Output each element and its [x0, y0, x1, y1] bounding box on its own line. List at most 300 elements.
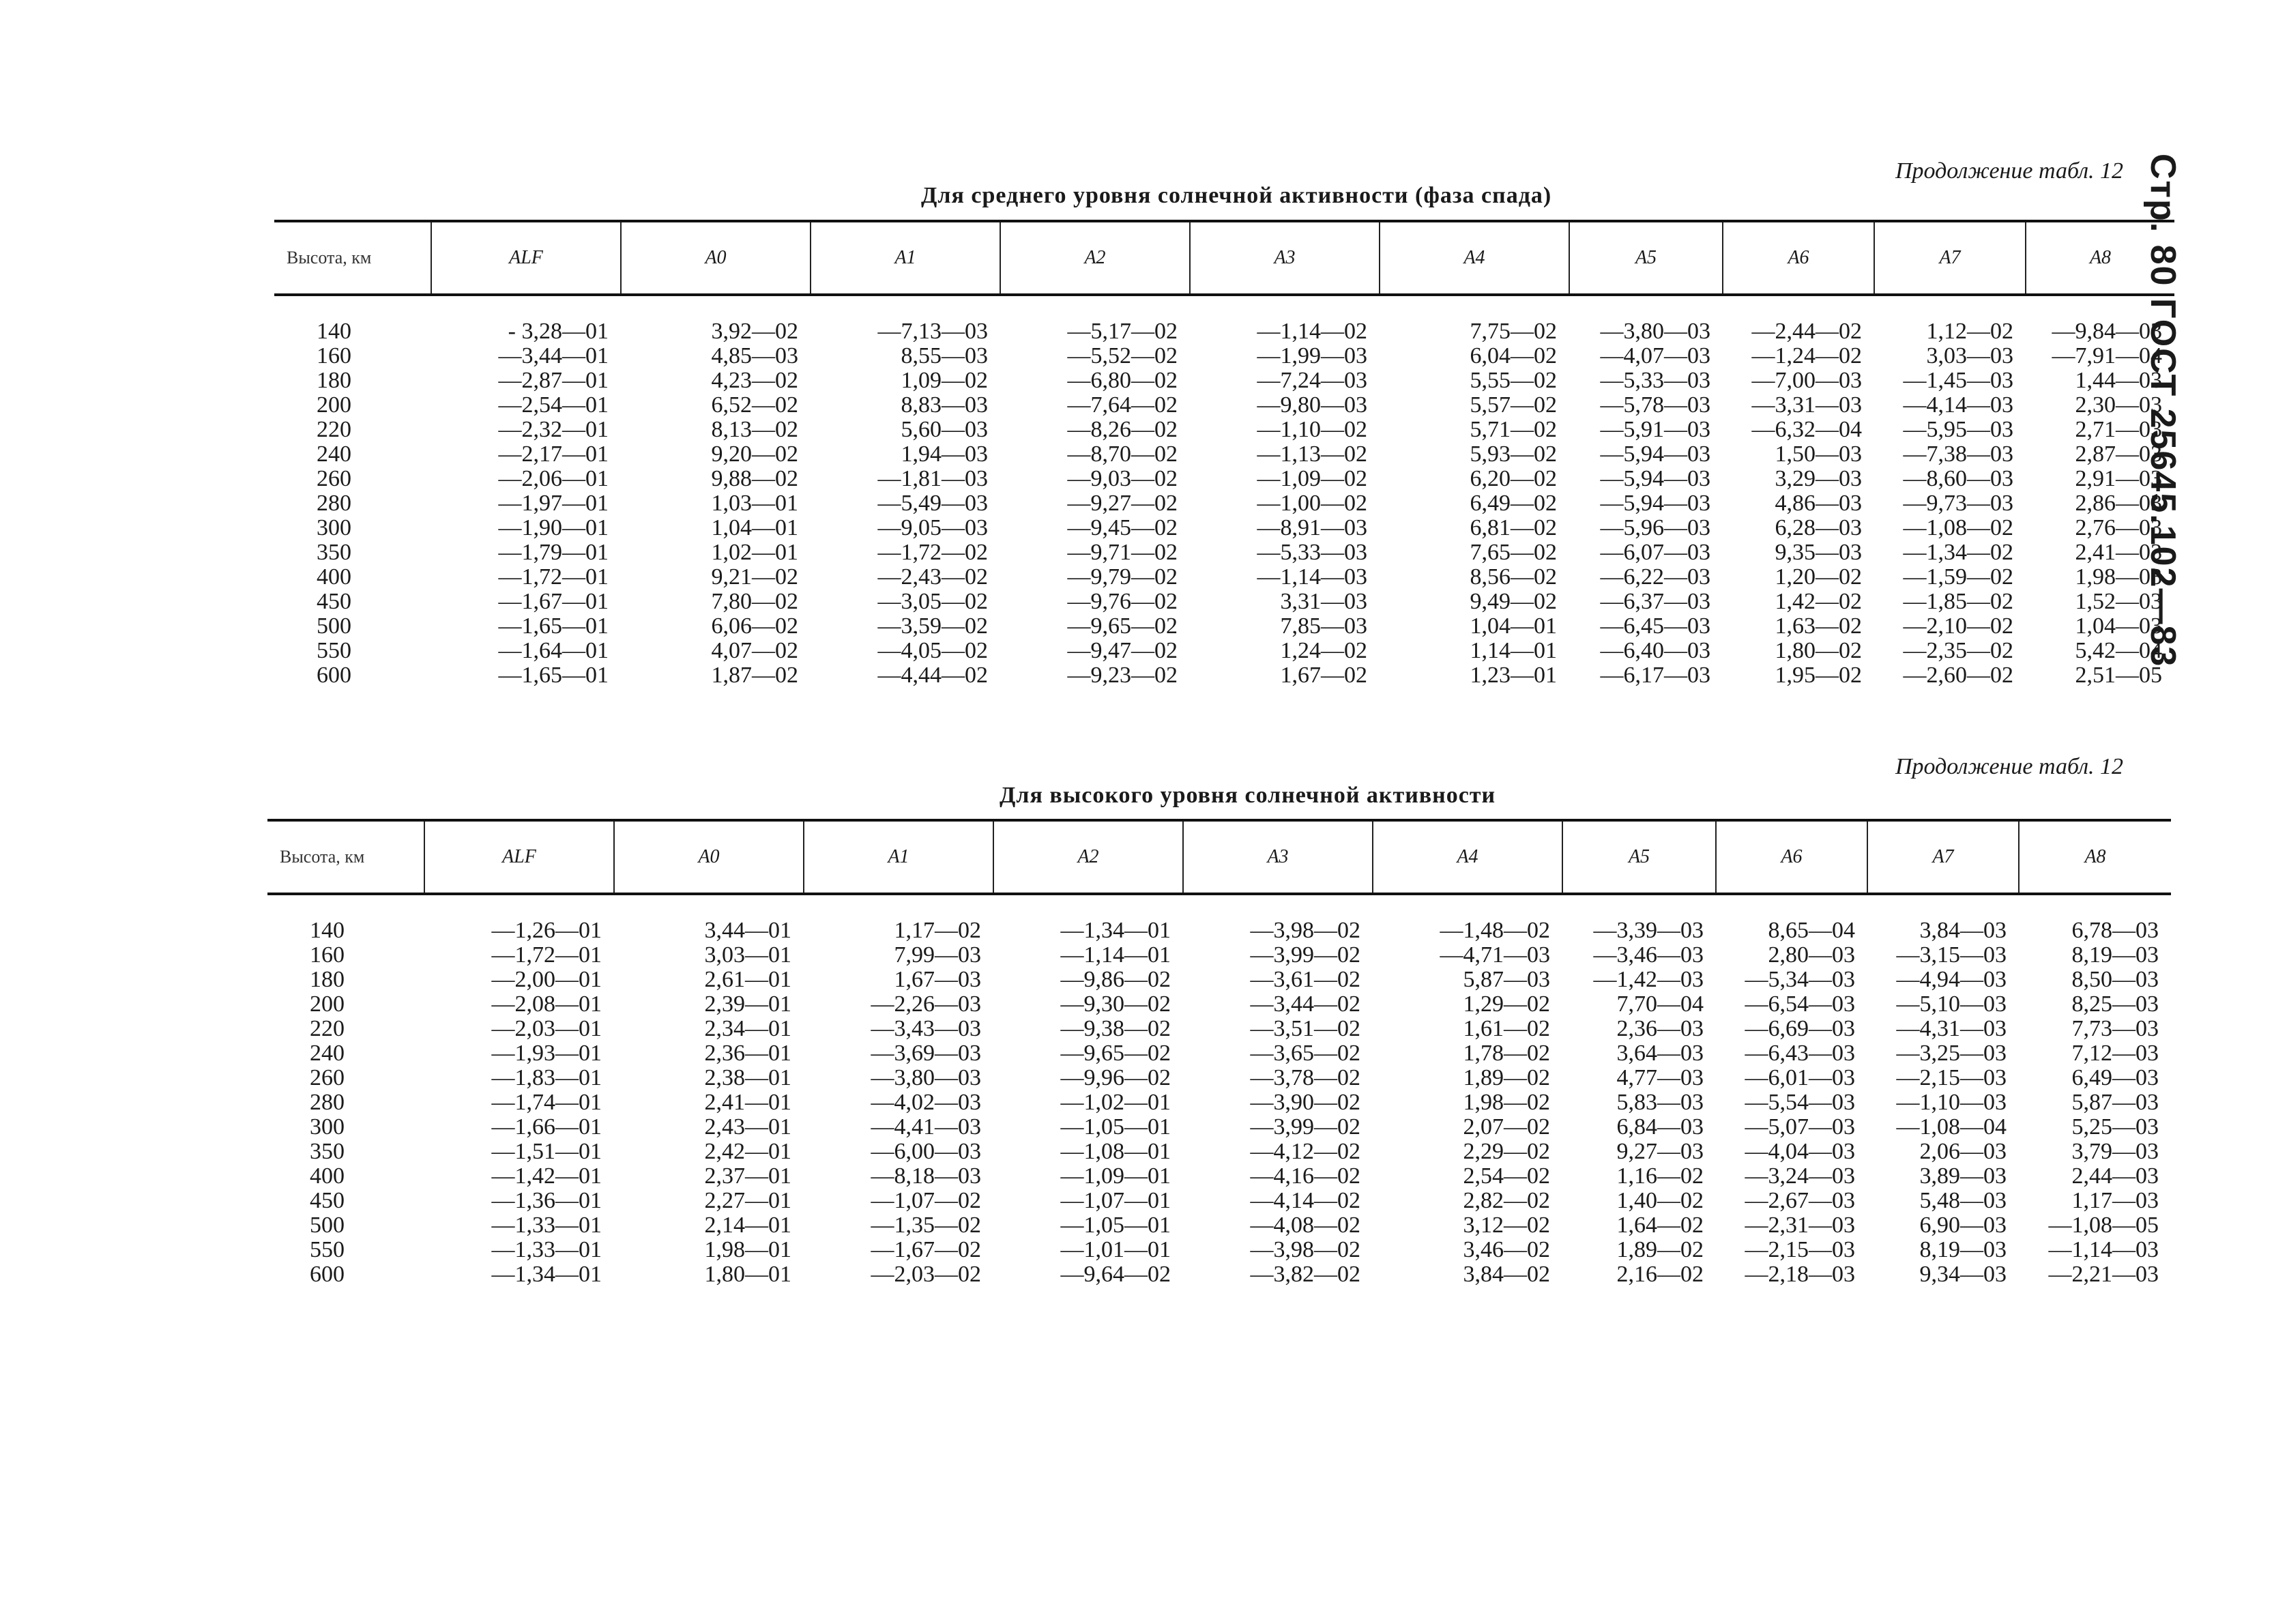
height-cell: 350 [310, 1139, 345, 1164]
table-row [267, 968, 2171, 992]
value-cell: —2,54—01 [498, 392, 609, 418]
value-cell: 2,42—01 [704, 1139, 791, 1164]
value-cell: 1,20—02 [1775, 564, 1862, 590]
value-cell: —5,49—03 [877, 491, 988, 516]
column-header: A7 [1867, 820, 2019, 894]
table-row [274, 590, 2174, 614]
value-cell: —2,43—02 [877, 564, 988, 590]
value-cell: —1,14—02 [1257, 319, 1367, 344]
value-cell: —1,42—01 [491, 1163, 602, 1189]
table-row [267, 1238, 2171, 1262]
table-row [274, 393, 2174, 418]
column-header: ALF [431, 221, 621, 295]
value-cell: 2,43—01 [704, 1114, 791, 1140]
value-cell: 1,89—02 [1463, 1065, 1550, 1090]
value-cell: 3,79—03 [2071, 1139, 2159, 1164]
value-cell: —2,06—01 [498, 466, 609, 491]
value-cell: 1,02—01 [711, 540, 798, 565]
value-cell: —5,94—03 [1600, 491, 1710, 516]
value-cell: —4,14—03 [1903, 392, 2013, 418]
value-cell: —6,69—03 [1745, 1016, 1855, 1041]
value-cell: 7,65—02 [1470, 540, 1557, 565]
value-cell: —3,51—02 [1250, 1016, 1360, 1041]
value-cell: —3,15—03 [1896, 942, 2007, 968]
value-cell: —1,67—01 [498, 589, 609, 614]
value-cell: —9,30—02 [1060, 991, 1171, 1017]
value-cell: —2,21—03 [2048, 1262, 2159, 1287]
table-row [274, 663, 2174, 688]
column-header: A4 [1373, 820, 1562, 894]
value-cell: 2,39—01 [704, 991, 791, 1017]
value-cell: 1,04—03 [2075, 613, 2162, 639]
value-cell: —9,80—03 [1257, 392, 1367, 418]
height-cell: 160 [310, 942, 345, 968]
value-cell: —1,64—01 [498, 638, 609, 663]
table-row [274, 442, 2174, 467]
value-cell: 5,87—03 [2071, 1090, 2159, 1115]
column-header: A4 [1380, 221, 1569, 295]
value-cell: —1,34—02 [1903, 540, 2013, 565]
value-cell: 7,73—03 [2071, 1016, 2159, 1041]
value-cell: —6,22—03 [1600, 564, 1710, 590]
height-cell: 550 [310, 1237, 345, 1262]
value-cell: 2,86—03 [2075, 491, 2162, 516]
value-cell: 8,55—03 [901, 343, 988, 368]
value-cell: —9,84—03 [2052, 319, 2162, 344]
value-cell: 6,81—02 [1470, 515, 1557, 540]
value-cell: —3,39—03 [1593, 918, 1704, 943]
column-header: A3 [1190, 221, 1380, 295]
value-cell: 8,65—04 [1768, 918, 1855, 943]
value-cell: 3,84—03 [1919, 918, 2007, 943]
value-cell: 8,83—03 [901, 392, 988, 418]
value-cell: 3,64—03 [1616, 1041, 1704, 1066]
value-cell: —1,79—01 [498, 540, 609, 565]
value-cell: —6,54—03 [1745, 991, 1855, 1017]
value-cell: —3,65—02 [1250, 1041, 1360, 1066]
value-cell: —1,90—01 [498, 515, 609, 540]
value-cell: —5,96—03 [1600, 515, 1710, 540]
value-cell: 2,06—03 [1919, 1139, 2007, 1164]
value-cell: 2,71—03 [2075, 417, 2162, 442]
value-cell: —8,70—02 [1067, 441, 1178, 467]
height-cell: 600 [310, 1262, 345, 1287]
value-cell: —6,07—03 [1600, 540, 1710, 565]
table-row [267, 1090, 2171, 1115]
value-cell: —9,05—03 [877, 515, 988, 540]
value-cell: 1,98—01 [704, 1237, 791, 1262]
table-row [267, 1140, 2171, 1164]
height-cell: 140 [310, 918, 345, 943]
value-cell: 1,29—02 [1463, 991, 1550, 1017]
value-cell: —2,67—03 [1745, 1188, 1855, 1213]
table-row [267, 1262, 2171, 1287]
value-cell: —1,51—01 [491, 1139, 602, 1164]
value-cell: —3,46—03 [1593, 942, 1704, 968]
value-cell: —1,08—02 [1903, 515, 2013, 540]
value-cell: —3,44—01 [498, 343, 609, 368]
value-cell: —5,17—02 [1067, 319, 1178, 344]
value-cell: —6,37—03 [1600, 589, 1710, 614]
value-cell: —1,05—01 [1060, 1213, 1171, 1238]
value-cell: 2,44—03 [2071, 1163, 2159, 1189]
column-header: A6 [1716, 820, 1867, 894]
value-cell: —1,93—01 [491, 1041, 602, 1066]
value-cell: —3,99—02 [1250, 942, 1360, 968]
value-cell: —3,05—02 [877, 589, 988, 614]
value-cell: —1,10—02 [1257, 417, 1367, 442]
value-cell: —4,71—03 [1440, 942, 1550, 968]
value-cell: 1,03—01 [711, 491, 798, 516]
column-header: A3 [1183, 820, 1373, 894]
value-cell: 3,92—02 [711, 319, 798, 344]
column-header: A2 [993, 820, 1183, 894]
height-cell: 280 [317, 491, 351, 516]
value-cell: —8,26—02 [1067, 417, 1178, 442]
value-cell: 4,85—03 [711, 343, 798, 368]
value-cell: 1,78—02 [1463, 1041, 1550, 1066]
value-cell: 4,07—02 [711, 638, 798, 663]
height-cell: 220 [317, 417, 351, 442]
value-cell: —3,98—02 [1250, 918, 1360, 943]
value-cell: —6,43—03 [1745, 1041, 1855, 1066]
page-header: Стр. 80 ГОСТ 25645.102—83 [2143, 154, 2183, 668]
value-cell: 2,54—02 [1463, 1163, 1550, 1189]
value-cell: —1,35—02 [871, 1213, 981, 1238]
table-row [267, 1066, 2171, 1090]
value-cell: 6,28—03 [1775, 515, 1862, 540]
column-header: A6 [1723, 221, 1874, 295]
value-cell: 8,50—03 [2071, 967, 2159, 992]
value-cell: —1,10—03 [1896, 1090, 2007, 1115]
height-cell: 550 [317, 638, 351, 663]
value-cell: 1,40—02 [1616, 1188, 1704, 1213]
table-header-row [274, 221, 2174, 295]
value-cell: 2,14—01 [704, 1213, 791, 1238]
value-cell: —1,72—01 [491, 942, 602, 968]
column-header: A0 [621, 221, 811, 295]
value-cell: - 3,28—01 [508, 319, 609, 344]
height-cell: 240 [317, 441, 351, 467]
table-row [267, 1115, 2171, 1140]
value-cell: —1,34—01 [491, 1262, 602, 1287]
table-row [274, 491, 2174, 516]
height-cell: 450 [317, 589, 351, 614]
value-cell: —3,82—02 [1250, 1262, 1360, 1287]
value-cell: —9,64—02 [1060, 1262, 1171, 1287]
value-cell: 1,98—03 [2075, 564, 2162, 590]
value-cell: —1,14—01 [1060, 942, 1171, 968]
value-cell: 8,13—02 [711, 417, 798, 442]
value-cell: —2,15—03 [1896, 1065, 2007, 1090]
value-cell: 6,78—03 [2071, 918, 2159, 943]
value-cell: —9,27—02 [1067, 491, 1178, 516]
value-cell: —5,52—02 [1067, 343, 1178, 368]
value-cell: —8,60—03 [1903, 466, 2013, 491]
value-cell: —9,65—02 [1060, 1041, 1171, 1066]
value-cell: —4,31—03 [1896, 1016, 2007, 1041]
value-cell: —5,95—03 [1903, 417, 2013, 442]
value-cell: 1,24—02 [1280, 638, 1367, 663]
value-cell: —1,59—02 [1903, 564, 2013, 590]
value-cell: —7,00—03 [1751, 368, 1862, 393]
value-cell: 7,99—03 [894, 942, 981, 968]
value-cell: 1,52—03 [2075, 589, 2162, 614]
value-cell: —7,64—02 [1067, 392, 1178, 418]
value-cell: —2,26—03 [871, 991, 981, 1017]
table-row [267, 894, 2171, 943]
value-cell: —1,05—01 [1060, 1114, 1171, 1140]
value-cell: 2,34—01 [704, 1016, 791, 1041]
value-cell: —9,96—02 [1060, 1065, 1171, 1090]
value-cell: —4,41—03 [871, 1114, 981, 1140]
table-row [274, 295, 2174, 344]
table-body [267, 894, 2171, 1287]
value-cell: 6,84—03 [1616, 1114, 1704, 1140]
column-header: ALF [424, 820, 614, 894]
value-cell: 8,56—02 [1470, 564, 1557, 590]
column-header: A8 [2019, 820, 2171, 894]
value-cell: 1,12—02 [1926, 319, 2013, 344]
value-cell: —1,07—02 [871, 1188, 981, 1213]
value-cell: —2,17—01 [498, 441, 609, 467]
value-cell: —1,34—01 [1060, 918, 1171, 943]
column-header: A1 [811, 221, 1000, 295]
value-cell: —3,99—02 [1250, 1114, 1360, 1140]
value-cell: 9,35—03 [1775, 540, 1862, 565]
value-cell: 3,46—02 [1463, 1237, 1550, 1262]
value-cell: 3,89—03 [1919, 1163, 2007, 1189]
height-cell: 180 [317, 368, 351, 393]
value-cell: 2,36—01 [704, 1041, 791, 1066]
value-cell: —2,44—02 [1751, 319, 1862, 344]
value-cell: —7,38—03 [1903, 441, 2013, 467]
value-cell: 1,87—02 [711, 663, 798, 688]
table-row [267, 1041, 2171, 1066]
height-cell: 160 [317, 343, 351, 368]
value-cell: 3,03—01 [704, 942, 791, 968]
value-cell: 5,83—03 [1616, 1090, 1704, 1115]
value-cell: —7,13—03 [877, 319, 988, 344]
value-cell: —1,99—03 [1257, 343, 1367, 368]
value-cell: —3,90—02 [1250, 1090, 1360, 1115]
value-cell: 1,17—02 [894, 918, 981, 943]
height-cell: 350 [317, 540, 351, 565]
value-cell: —6,32—04 [1751, 417, 1862, 442]
value-cell: —2,31—03 [1745, 1213, 1855, 1238]
value-cell: —4,14—02 [1250, 1188, 1360, 1213]
column-header: A7 [1874, 221, 2026, 295]
value-cell: —5,78—03 [1600, 392, 1710, 418]
height-cell: 280 [310, 1090, 345, 1115]
value-cell: 1,94—03 [901, 441, 988, 467]
value-cell: 8,19—03 [2071, 942, 2159, 968]
value-cell: 2,87—03 [2075, 441, 2162, 467]
value-cell: —3,78—02 [1250, 1065, 1360, 1090]
value-cell: —9,45—02 [1067, 515, 1178, 540]
value-cell: —2,60—02 [1903, 663, 2013, 688]
height-cell: 600 [317, 663, 351, 688]
value-cell: 8,19—03 [1919, 1237, 2007, 1262]
value-cell: 8,25—03 [2071, 991, 2159, 1017]
height-cell: 400 [310, 1163, 345, 1189]
value-cell: —1,14—03 [1257, 564, 1367, 590]
value-cell: 1,95—02 [1775, 663, 1862, 688]
value-cell: —4,44—02 [877, 663, 988, 688]
value-cell: —1,42—03 [1593, 967, 1704, 992]
value-cell: 2,30—03 [2075, 392, 2162, 418]
value-cell: —1,74—01 [491, 1090, 602, 1115]
value-cell: —2,03—02 [871, 1262, 981, 1287]
value-cell: 9,34—03 [1919, 1262, 2007, 1287]
value-cell: —3,43—03 [871, 1016, 981, 1041]
value-cell: 3,29—03 [1775, 466, 1862, 491]
value-cell: 1,80—01 [704, 1262, 791, 1287]
value-cell: 9,20—02 [711, 441, 798, 467]
value-cell: —1,81—03 [877, 466, 988, 491]
value-cell: 3,12—02 [1463, 1213, 1550, 1238]
value-cell: —6,17—03 [1600, 663, 1710, 688]
value-cell: 1,50—03 [1775, 441, 1862, 467]
value-cell: 3,03—03 [1926, 343, 2013, 368]
table-row [274, 516, 2174, 540]
value-cell: 2,41—03 [2075, 540, 2162, 565]
value-cell: —1,33—01 [491, 1213, 602, 1238]
height-cell: 300 [317, 515, 351, 540]
table-row [267, 1189, 2171, 1213]
height-cell: 260 [317, 466, 351, 491]
value-cell: —3,31—03 [1751, 392, 1862, 418]
value-cell: —1,67—02 [871, 1237, 981, 1262]
value-cell: 2,07—02 [1463, 1114, 1550, 1140]
value-cell: —1,45—03 [1903, 368, 2013, 393]
value-cell: 7,85—03 [1280, 613, 1367, 639]
value-cell: —7,91—04 [2052, 343, 2162, 368]
value-cell: 1,89—02 [1616, 1237, 1704, 1262]
value-cell: 2,38—01 [704, 1065, 791, 1090]
value-cell: 1,64—02 [1616, 1213, 1704, 1238]
value-cell: —5,10—03 [1896, 991, 2007, 1017]
value-cell: 9,21—02 [711, 564, 798, 590]
table-header-row [267, 820, 2171, 894]
value-cell: —1,48—02 [1440, 918, 1550, 943]
value-cell: 2,29—02 [1463, 1139, 1550, 1164]
table-row [267, 1213, 2171, 1238]
height-cell: 180 [310, 967, 345, 992]
value-cell: —1,00—02 [1257, 491, 1367, 516]
column-header: A1 [804, 820, 993, 894]
value-cell: 2,27—01 [704, 1188, 791, 1213]
value-cell: —6,00—03 [871, 1139, 981, 1164]
value-cell: 4,77—03 [1616, 1065, 1704, 1090]
value-cell: —6,01—03 [1745, 1065, 1855, 1090]
value-cell: 2,91—03 [2075, 466, 2162, 491]
value-cell: 1,44—03 [2075, 368, 2162, 393]
value-cell: —3,61—02 [1250, 967, 1360, 992]
column-header: Высота, км [267, 820, 424, 894]
value-cell: —1,65—01 [498, 613, 609, 639]
value-cell: —4,04—03 [1745, 1139, 1855, 1164]
value-cell: 5,25—03 [2071, 1114, 2159, 1140]
value-cell: 1,23—01 [1470, 663, 1557, 688]
value-cell: 5,71—02 [1470, 417, 1557, 442]
value-cell: 9,27—03 [1616, 1139, 1704, 1164]
value-cell: —6,40—03 [1600, 638, 1710, 663]
value-cell: —8,91—03 [1257, 515, 1367, 540]
value-cell: 1,16—02 [1616, 1163, 1704, 1189]
value-cell: —4,08—02 [1250, 1213, 1360, 1238]
value-cell: —8,18—03 [871, 1163, 981, 1189]
value-cell: 1,80—02 [1775, 638, 1862, 663]
value-cell: 6,49—02 [1470, 491, 1557, 516]
table-row [267, 943, 2171, 968]
value-cell: —9,79—02 [1067, 564, 1178, 590]
value-cell: 2,41—01 [704, 1090, 791, 1115]
value-cell: —1,08—05 [2048, 1213, 2159, 1238]
value-cell: —5,33—03 [1600, 368, 1710, 393]
table-high-activity [267, 819, 2171, 1287]
value-cell: 9,49—02 [1470, 589, 1557, 614]
value-cell: 1,17—03 [2071, 1188, 2159, 1213]
value-cell: —1,72—01 [498, 564, 609, 590]
value-cell: —5,94—03 [1600, 441, 1710, 467]
value-cell: —9,73—03 [1903, 491, 2013, 516]
value-cell: —5,54—03 [1745, 1090, 1855, 1115]
height-cell: 220 [310, 1016, 345, 1041]
value-cell: —3,25—03 [1896, 1041, 2007, 1066]
value-cell: 1,63—02 [1775, 613, 1862, 639]
value-cell: —9,71—02 [1067, 540, 1178, 565]
value-cell: —4,12—02 [1250, 1139, 1360, 1164]
value-cell: —1,85—02 [1903, 589, 2013, 614]
value-cell: 1,61—02 [1463, 1016, 1550, 1041]
value-cell: 6,20—02 [1470, 466, 1557, 491]
value-cell: —3,44—02 [1250, 991, 1360, 1017]
value-cell: 2,76—03 [2075, 515, 2162, 540]
value-cell: 5,60—03 [901, 417, 988, 442]
value-cell: —2,35—02 [1903, 638, 2013, 663]
value-cell: 6,04—02 [1470, 343, 1557, 368]
value-cell: —9,03—02 [1067, 466, 1178, 491]
value-cell: 5,87—03 [1463, 967, 1550, 992]
value-cell: —5,94—03 [1600, 466, 1710, 491]
value-cell: —6,80—02 [1067, 368, 1178, 393]
value-cell: 4,23—02 [711, 368, 798, 393]
value-cell: —1,65—01 [498, 663, 609, 688]
value-cell: —5,33—03 [1257, 540, 1367, 565]
table-caption-1: Для среднего уровня солнечной активности (фаза спада) [921, 183, 1552, 208]
value-cell: —2,10—02 [1903, 613, 2013, 639]
height-cell: 400 [317, 564, 351, 590]
value-cell: 2,36—03 [1616, 1016, 1704, 1041]
value-cell: 3,31—03 [1280, 589, 1367, 614]
value-cell: 5,93—02 [1470, 441, 1557, 467]
table-row [274, 344, 2174, 368]
value-cell: 1,14—01 [1470, 638, 1557, 663]
value-cell: —1,01—01 [1060, 1237, 1171, 1262]
table-body [274, 295, 2174, 688]
value-cell: —2,03—01 [491, 1016, 602, 1041]
value-cell: —1,08—04 [1896, 1114, 2007, 1140]
value-cell: —3,59—02 [877, 613, 988, 639]
value-cell: —1,72—02 [877, 540, 988, 565]
value-cell: —1,33—01 [491, 1237, 602, 1262]
value-cell: —3,98—02 [1250, 1237, 1360, 1262]
column-header: A8 [2026, 221, 2174, 295]
value-cell: —4,07—03 [1600, 343, 1710, 368]
table-row [274, 540, 2174, 565]
value-cell: —9,65—02 [1067, 613, 1178, 639]
